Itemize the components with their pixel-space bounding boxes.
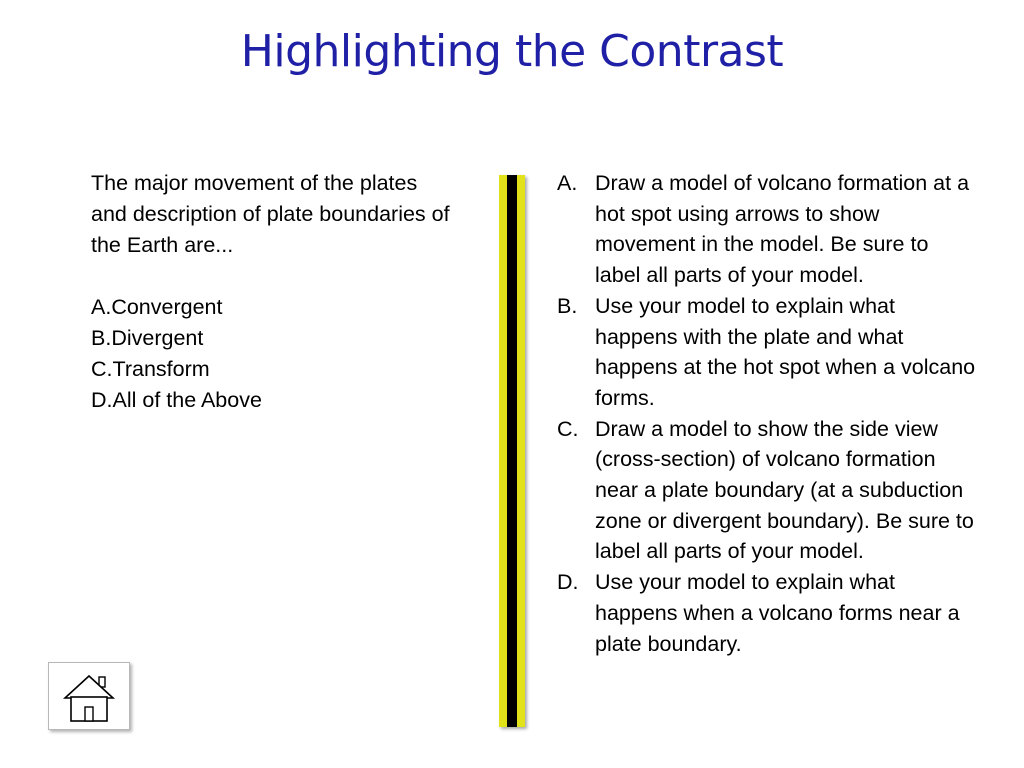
task-letter: C. bbox=[557, 416, 579, 441]
answer-option-c: C.Transform bbox=[91, 357, 210, 381]
task-text: Draw a model of volcano formation at a hot spot using arrows to show movement in the model. Be sure to label all parts of your model. bbox=[595, 171, 970, 288]
answer-option-b: B.Divergent bbox=[91, 326, 204, 350]
answer-option-d: D.All of the Above bbox=[91, 388, 262, 412]
answer-option-a: A.Convergent bbox=[91, 295, 223, 319]
task-letter: A. bbox=[557, 171, 578, 195]
task-text: Use your model to explain what happens with the plate and what happens at the hot spot when a volcano forms. bbox=[595, 293, 976, 410]
task-list bbox=[557, 168, 977, 659]
task-letter: D. bbox=[557, 570, 579, 595]
question-block bbox=[91, 168, 451, 416]
task-text: Use your model to explain what happens when a volcano forms near a plate boundary. bbox=[595, 570, 960, 656]
home-icon bbox=[49, 663, 129, 729]
home-button[interactable] bbox=[48, 662, 130, 730]
column-divider bbox=[499, 175, 525, 727]
task-item-c bbox=[557, 414, 977, 568]
slide-title: Highlighting the Contrast bbox=[240, 26, 784, 77]
task-item-b bbox=[557, 291, 977, 414]
task-item-a bbox=[557, 168, 977, 291]
task-letter: B. bbox=[557, 293, 578, 318]
question-prompt: The major movement of the plates and description of plate boundaries of the Earth are... bbox=[91, 171, 450, 257]
task-item-d bbox=[557, 567, 977, 659]
column-divider-core bbox=[507, 175, 517, 727]
task-text: Draw a model to show the side view (cross-section) of volcano formation near a plate boundary (at a subduction zone or divergent boundary). Be sure to label all parts of your model. bbox=[595, 416, 974, 564]
